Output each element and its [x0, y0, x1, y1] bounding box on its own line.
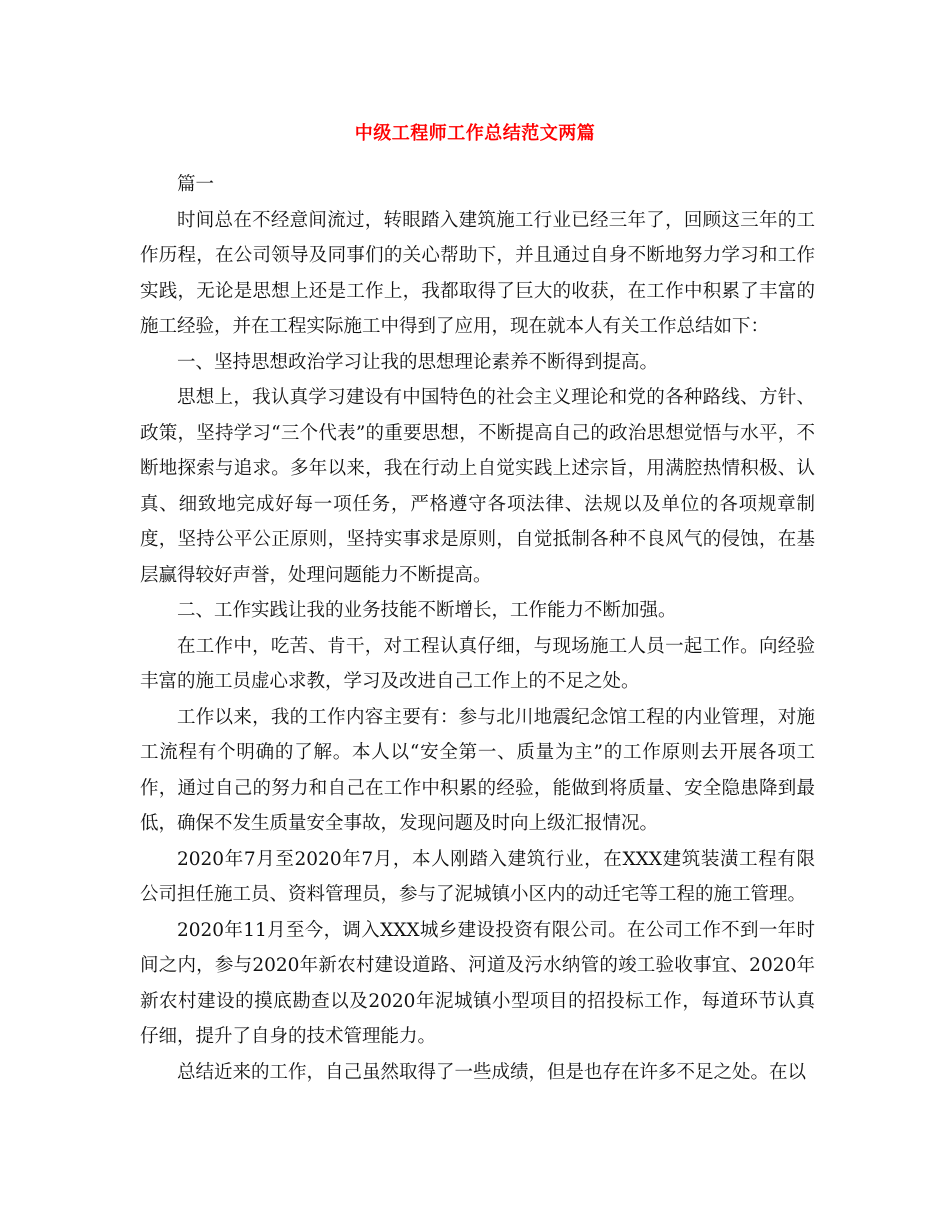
- section-heading: 一、坚持思想政治学习让我的思想理论素养不断得到提高。: [177, 351, 659, 373]
- document-title: 中级工程师工作总结范文两篇: [354, 123, 596, 144]
- body-paragraph: 总结近来的工作，自己虽然取得了一些成绩，但是也存在许多不足之处。在以: [177, 1061, 807, 1083]
- section-label: 篇一: [177, 174, 215, 195]
- body-paragraph: 时间总在不经意间流过，转眼踏入建筑施工行业已经三年了，回顾这三年的工作历程，在公司领导及同事们的关心帮助下，并且通过自身不断地努力学习和工作实践，无论是思想上还是工作上，我都取得了巨大的收获，在工作中积累了丰富的施工经验，并在工程实际施工中得到了应用，现在就本人有关工作总结如下：: [140, 209, 815, 337]
- body-paragraph: 2020年7月至2020年7月，本人刚踏入建筑行业，在XXX建筑装潢工程有限公司担任施工员、资料管理员，参与了泥城镇小区内的动迁宅等工程的施工管理。: [140, 848, 815, 905]
- section-heading: 二、工作实践让我的业务技能不断增长，工作能力不断加强。: [177, 600, 677, 621]
- body-paragraph: 2020年11月至今，调入XXX城乡建设投资有限公司。在公司工作不到一年时间之内，参与2020年新农村建设道路、河道及污水纳管的竣工验收事宜、2020年新农村建设的摸底勘查以及2020年泥城镇小型项目的招投标工作，每道环节认真仔细，提升了自身的技术管理能力。: [140, 919, 815, 1047]
- document-body: [140, 167, 815, 1090]
- body-paragraph: 在工作中，吃苦、肯干，对工程认真仔细，与现场施工人员一起工作。向经验丰富的施工员虚心求教，学习及改进自己工作上的不足之处。: [140, 635, 815, 692]
- body-paragraph: 工作以来，我的工作内容主要有：参与北川地震纪念馆工程的内业管理，对施工流程有个明确的了解。本人以“安全第一、质量为主”的工作原则去开展各项工作，通过自己的努力和自己在工作中积累的经验，能做到将质量、安全隐患降到最低，确保不发生质量安全事故，发现问题及时向上级汇报情况。: [140, 706, 815, 834]
- body-paragraph: 思想上，我认真学习建设有中国特色的社会主义理论和党的各种路线、方针、政策，坚持学习“三个代表”的重要思想，不断提高自己的政治思想觉悟与水平，不断地探索与追求。多年以来，我在行动上自觉实践上述宗旨，用满腔热情积极、认真、细致地完成好每一项任务，严格遵守各项法律、法规以及单位的各项规章制度，坚持公平公正原则，坚持实事求是原则，自觉抵制各种不良风气的侵蚀，在基层赢得较好声誉，处理问题能力不断提高。: [140, 387, 815, 586]
